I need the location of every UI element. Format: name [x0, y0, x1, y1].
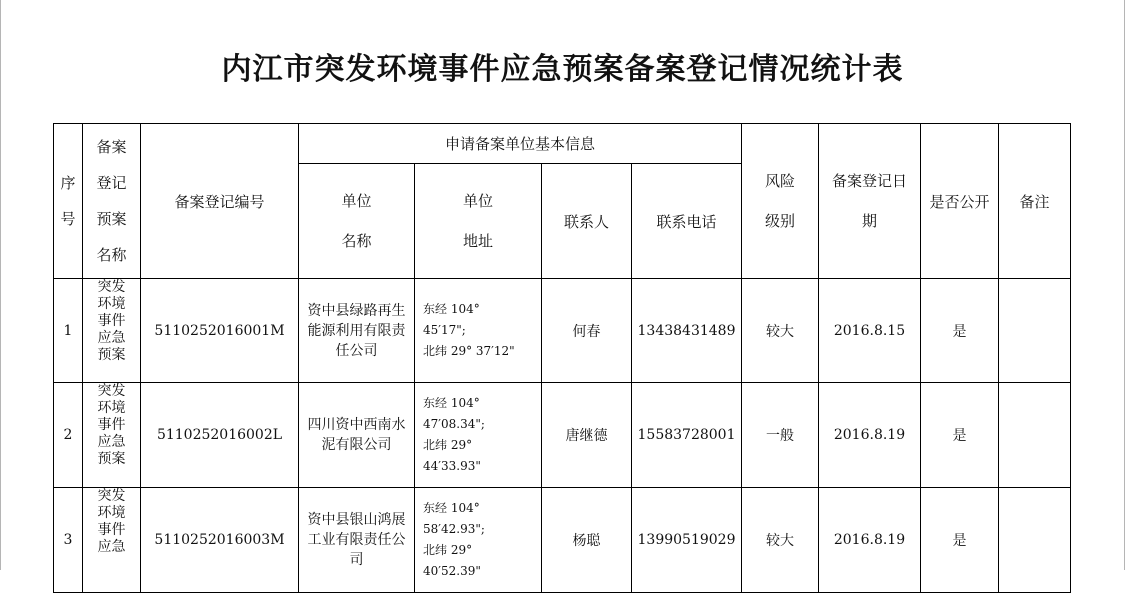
- cell-unit-name: 四川资中西南水泥有限公司: [299, 383, 415, 488]
- cell-reg-date: 2016.8.19: [819, 488, 921, 593]
- cell-phone: 13438431489: [632, 279, 742, 383]
- cell-risk-level: 较大: [742, 488, 819, 593]
- cell-plan-name: 突发 环境 事件 应急 预案: [83, 279, 141, 383]
- header-public: 是否公开: [921, 124, 999, 279]
- table-row: [54, 279, 1071, 383]
- header-reg-no: 备案登记编号: [141, 124, 299, 279]
- cell-unit-name: 资中县绿路再生能源利用有限责任公司: [299, 279, 415, 383]
- cell-plan-name: 突发 环境 事件 应急: [83, 488, 141, 593]
- cell-public: 是: [921, 488, 999, 593]
- cell-contact: 杨聪: [542, 488, 632, 593]
- header-seq: 序 号: [54, 124, 83, 279]
- cell-contact: 唐继德: [542, 383, 632, 488]
- cell-unit-name: 资中县银山鸿展工业有限责任公司: [299, 488, 415, 593]
- cell-reg-no: 5110252016002L: [141, 383, 299, 488]
- cell-seq: 2: [54, 383, 83, 488]
- cell-phone: 13990519029: [632, 488, 742, 593]
- cell-public: 是: [921, 279, 999, 383]
- header-reg-date: 备案登记日 期: [819, 124, 921, 279]
- cell-risk-level: 一般: [742, 383, 819, 488]
- cell-remark: [999, 383, 1071, 488]
- cell-unit-address: 东经 104° 58′42.93"; 北纬 29° 40′52.39": [415, 488, 542, 593]
- header-plan-name: 备案 登记 预案 名称: [83, 124, 141, 279]
- cell-remark: [999, 279, 1071, 383]
- cell-contact: 何春: [542, 279, 632, 383]
- header-unit-address: 单位 地址: [415, 164, 542, 279]
- table-row: [54, 488, 1071, 593]
- document-title: 内江市突发环境事件应急预案备案登记情况统计表: [221, 52, 904, 87]
- cell-seq: 3: [54, 488, 83, 593]
- header-risk-level: 风险 级别: [742, 124, 819, 279]
- header-contact: 联系人: [542, 164, 632, 279]
- table-row: [54, 383, 1071, 488]
- registration-table: [53, 123, 1071, 593]
- cell-unit-address: 东经 104° 47′08.34"; 北纬 29° 44′33.93": [415, 383, 542, 488]
- cell-unit-address: 东经 104° 45′17"; 北纬 29° 37′12": [415, 279, 542, 383]
- header-remark: 备注: [999, 124, 1071, 279]
- cell-phone: 15583728001: [632, 383, 742, 488]
- header-phone: 联系电话: [632, 164, 742, 279]
- cell-reg-no: 5110252016003M: [141, 488, 299, 593]
- cell-reg-date: 2016.8.15: [819, 279, 921, 383]
- cell-reg-date: 2016.8.19: [819, 383, 921, 488]
- cell-remark: [999, 488, 1071, 593]
- cell-seq: 1: [54, 279, 83, 383]
- header-applicant-info-group: 申请备案单位基本信息: [299, 124, 742, 164]
- header-unit-name: 单位 名称: [299, 164, 415, 279]
- cell-public: 是: [921, 383, 999, 488]
- cell-risk-level: 较大: [742, 279, 819, 383]
- cell-plan-name: 突发 环境 事件 应急 预案: [83, 383, 141, 488]
- cell-reg-no: 5110252016001M: [141, 279, 299, 383]
